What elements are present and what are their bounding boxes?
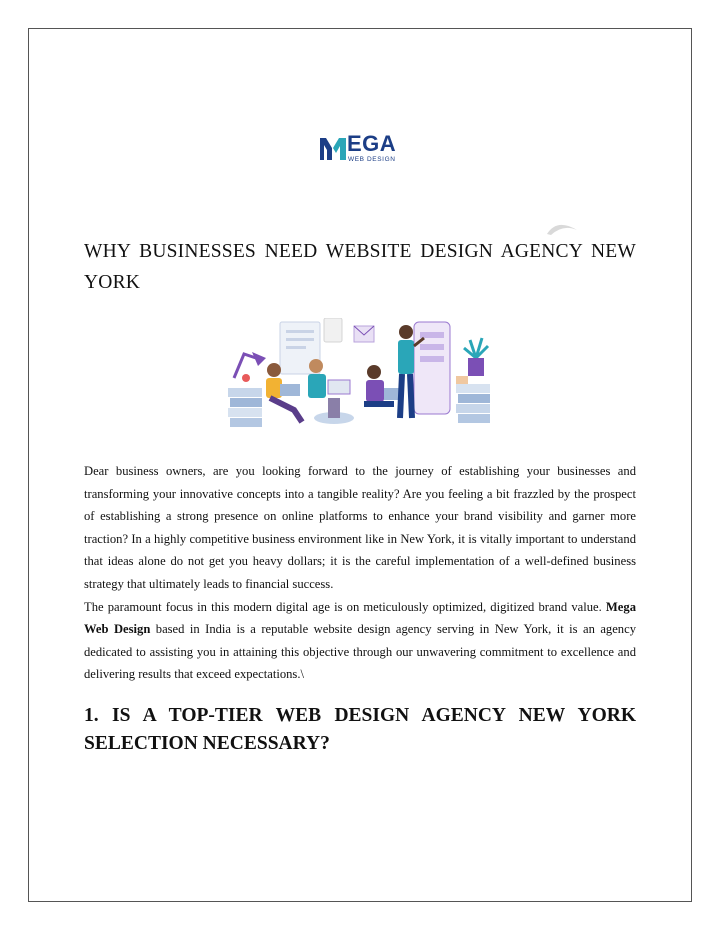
intro-paragraph: Dear business owners, are you looking forward to the journey of establishing your businesses and transforming your innovative concepts into a tangible reality? Are you feeling a bit frazzled by the prospect of establishing a strong presence on online platforms to enhance your brand visibility and garner more traction? In a highly competitive business environment like in New York, it is vitally important to understand that ideas alone do not get you heavy dollars; it is the careful implementation of a well-defined business strategy that ultimately leads to financial success.: [84, 464, 636, 591]
mega-web-design-logo: [318, 132, 410, 168]
team-workspace-illustration: [224, 318, 498, 432]
logo-m-icon: [318, 134, 348, 162]
brand-name: Mega Web Design: [84, 599, 636, 637]
paragraph-text: The paramount focus in this modern digital age is on meticulously optimized, digitized brand value.: [84, 599, 606, 614]
paragraph-text: based in India is a reputable website design agency serving in New York, it is an agency dedicated to assisting you in attaining this objective through our unwavering commitment to excellence and delivering results that exceed expectations.\: [84, 622, 636, 682]
page-title: WHY BUSINESSES NEED WEBSITE DESIGN AGENCY NEW YORK: [84, 241, 636, 293]
logo-wordmark: EGA: [347, 131, 397, 156]
section-heading: 1. IS A TOP-TIER WEB DESIGN AGENCY NEW YORK SELECTION NECESSARY?: [84, 705, 636, 754]
logo-subtitle: WEB DESIGN: [348, 156, 396, 163]
decorative-swoosh: [545, 218, 579, 236]
focus-paragraph: [84, 596, 636, 686]
article-body: [84, 460, 636, 686]
